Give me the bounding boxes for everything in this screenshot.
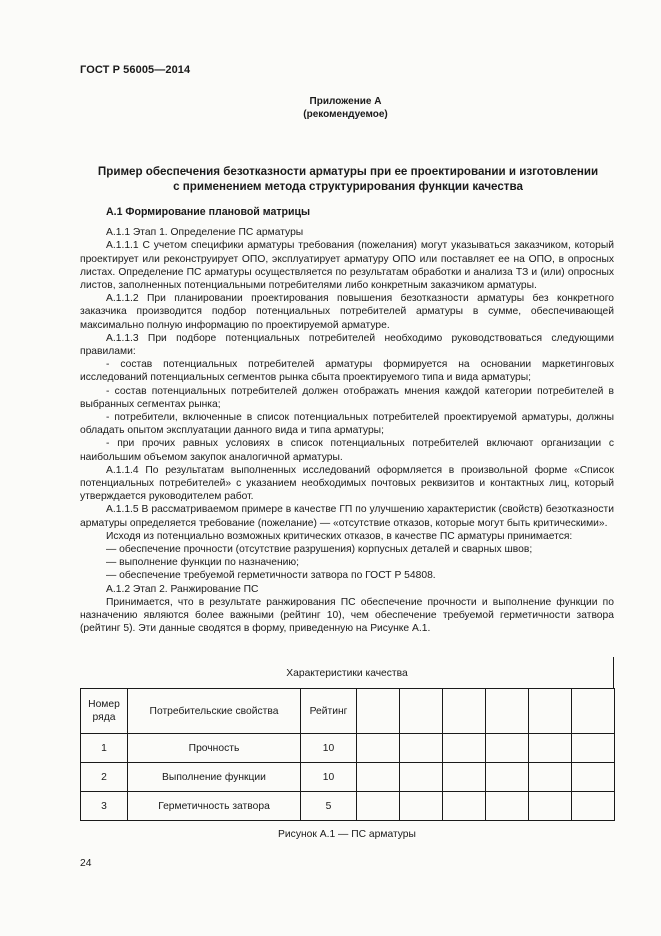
section-heading: А.1 Формирование плановой матрицы	[106, 206, 311, 218]
appendix-label	[0, 95, 661, 121]
figure-group-header: Характеристики качества	[286, 668, 408, 679]
list-item: - при прочих равных условиях в список потенциальных потребителей включают организации с наибольшим объемом закупок аналогичной арматуры.	[80, 438, 614, 463]
paragraph: А.1.1.5 В рассматриваемом примере в качестве ГП по улучшению характеристик (свойств) безотказности арматуры определяется требование (пожелание) — «отсутствие отказов, которые могут быть критическими».	[80, 504, 614, 529]
table-row	[81, 734, 615, 763]
paragraph: А.1.1.2 При планировании проектирования повышения безотказности арматуры без конкретного заказчика производится подбор потенциальных потребителей арматуры в сумме, обеспечивающей максимально полную информацию по проектируемой арматуре.	[80, 293, 614, 331]
column-header-rating: Рейтинг	[301, 689, 357, 734]
empty-cell	[443, 792, 486, 821]
row-rating: 10	[301, 734, 357, 763]
paragraph: А.1.1.4 По результатам выполненных исследований оформляется в произвольной форме «Список потенциальных потребителей» с указанием необходимых почтовых реквизитов и контактных лиц, который утверждается руководителем работ.	[80, 464, 614, 503]
empty-cell	[572, 734, 615, 763]
quality-column	[443, 689, 486, 734]
paragraph: А.1.1 Этап 1. Определение ПС арматуры	[106, 227, 304, 239]
paragraph: А.1.2 Этап 2. Ранжирование ПС	[106, 583, 259, 595]
empty-cell	[443, 734, 486, 763]
row-property: Прочность	[128, 734, 301, 763]
empty-cell	[529, 792, 572, 821]
quality-column	[572, 689, 615, 734]
row-number: 1	[81, 734, 128, 763]
body-text	[80, 206, 614, 636]
row-rating: 10	[301, 763, 357, 792]
quality-column	[400, 689, 443, 734]
quality-matrix-table	[80, 688, 615, 821]
table-row	[81, 763, 615, 792]
empty-cell	[357, 763, 400, 792]
empty-cell	[400, 792, 443, 821]
empty-cell	[400, 763, 443, 792]
empty-cell	[357, 734, 400, 763]
row-property: Герметичность затвора	[128, 792, 301, 821]
list-item: — обеспечение прочности (отсутствие разрушения) корпусных деталей и сварных швов;	[106, 544, 533, 556]
row-property: Выполнение функции	[128, 763, 301, 792]
column-header-property: Потребительские свойства	[128, 689, 301, 734]
empty-cell	[486, 763, 529, 792]
empty-cell	[529, 734, 572, 763]
list-item: - состав потенциальных потребителей должен отображать мнения каждой категории потребителей в выбранных сегментах рынка;	[80, 385, 614, 410]
title-line-1: Пример обеспечения безотказности арматуры при ее проектировании и изготовлении	[97, 165, 599, 178]
empty-cell	[529, 763, 572, 792]
appendix-status: (рекомендуемое)	[303, 109, 388, 120]
section-title	[78, 165, 618, 194]
quality-column	[357, 689, 400, 734]
appendix-title: Приложение А	[309, 96, 382, 107]
empty-cell	[443, 763, 486, 792]
empty-cell	[486, 792, 529, 821]
paragraph: Принимается, что в результате ранжирования ПС обеспечение прочности и выполнение функции по назначению являются более важными (рейтинг 10), чем обеспечение требуемой герметичности затвора (рейтинг 5). Эти данные сводятся в форму, приведенную на Рисунке А.1.	[80, 596, 614, 635]
table-header-row	[81, 689, 615, 734]
list-item: — обеспечение требуемой герметичности затвора по ГОСТ Р 54808.	[106, 570, 436, 582]
empty-cell	[572, 792, 615, 821]
document-code: ГОСТ Р 56005—2014	[80, 64, 191, 76]
row-rating: 5	[301, 792, 357, 821]
title-line-2: с применением метода структурирования функции качества	[173, 179, 523, 193]
column-header-number: Номер ряда	[81, 689, 128, 734]
list-item: — выполнение функции по назначению;	[106, 557, 299, 569]
empty-cell	[572, 763, 615, 792]
quality-column	[486, 689, 529, 734]
empty-cell	[486, 734, 529, 763]
page-number: 24	[80, 858, 92, 869]
empty-cell	[357, 792, 400, 821]
figure-caption: Рисунок А.1 — ПС арматуры	[278, 829, 416, 840]
table-row	[81, 792, 615, 821]
empty-cell	[400, 734, 443, 763]
paragraph: А.1.1.1 С учетом специфики арматуры требования (пожелания) могут указываться заказчиком, который проектирует или реконструирует ОПО, эксплуатирует арматуру ОПО или поставляет ее на ОПО, в опросных листах. Определение ПС арматуры осуществляется по результатам обработки и анализа ТЗ и (или) опросных листов, заполненных потенциальными потребителями либо конкретным заказчиком арматуры.	[80, 240, 614, 292]
row-number: 2	[81, 763, 128, 792]
list-item: - состав потенциальных потребителей арматуры формируется на основании маркетинговых исследований потенциальных сегментов рынка сбыта проектируемого типа и вида арматуры;	[80, 359, 614, 384]
paragraph: А.1.1.3 При подборе потенциальных потребителей необходимо руководствоваться следующими правилами:	[80, 332, 614, 358]
paragraph: Исходя из потенциально возможных критических отказов, в качестве ПС арматуры принимается:	[106, 530, 573, 542]
list-item: - потребители, включенные в список потенциальных потребителей проектируемой арматуры, должны обладать опытом эксплуатации данного вида и типа арматуры;	[80, 412, 614, 437]
quality-column	[529, 689, 572, 734]
row-number: 3	[81, 792, 128, 821]
